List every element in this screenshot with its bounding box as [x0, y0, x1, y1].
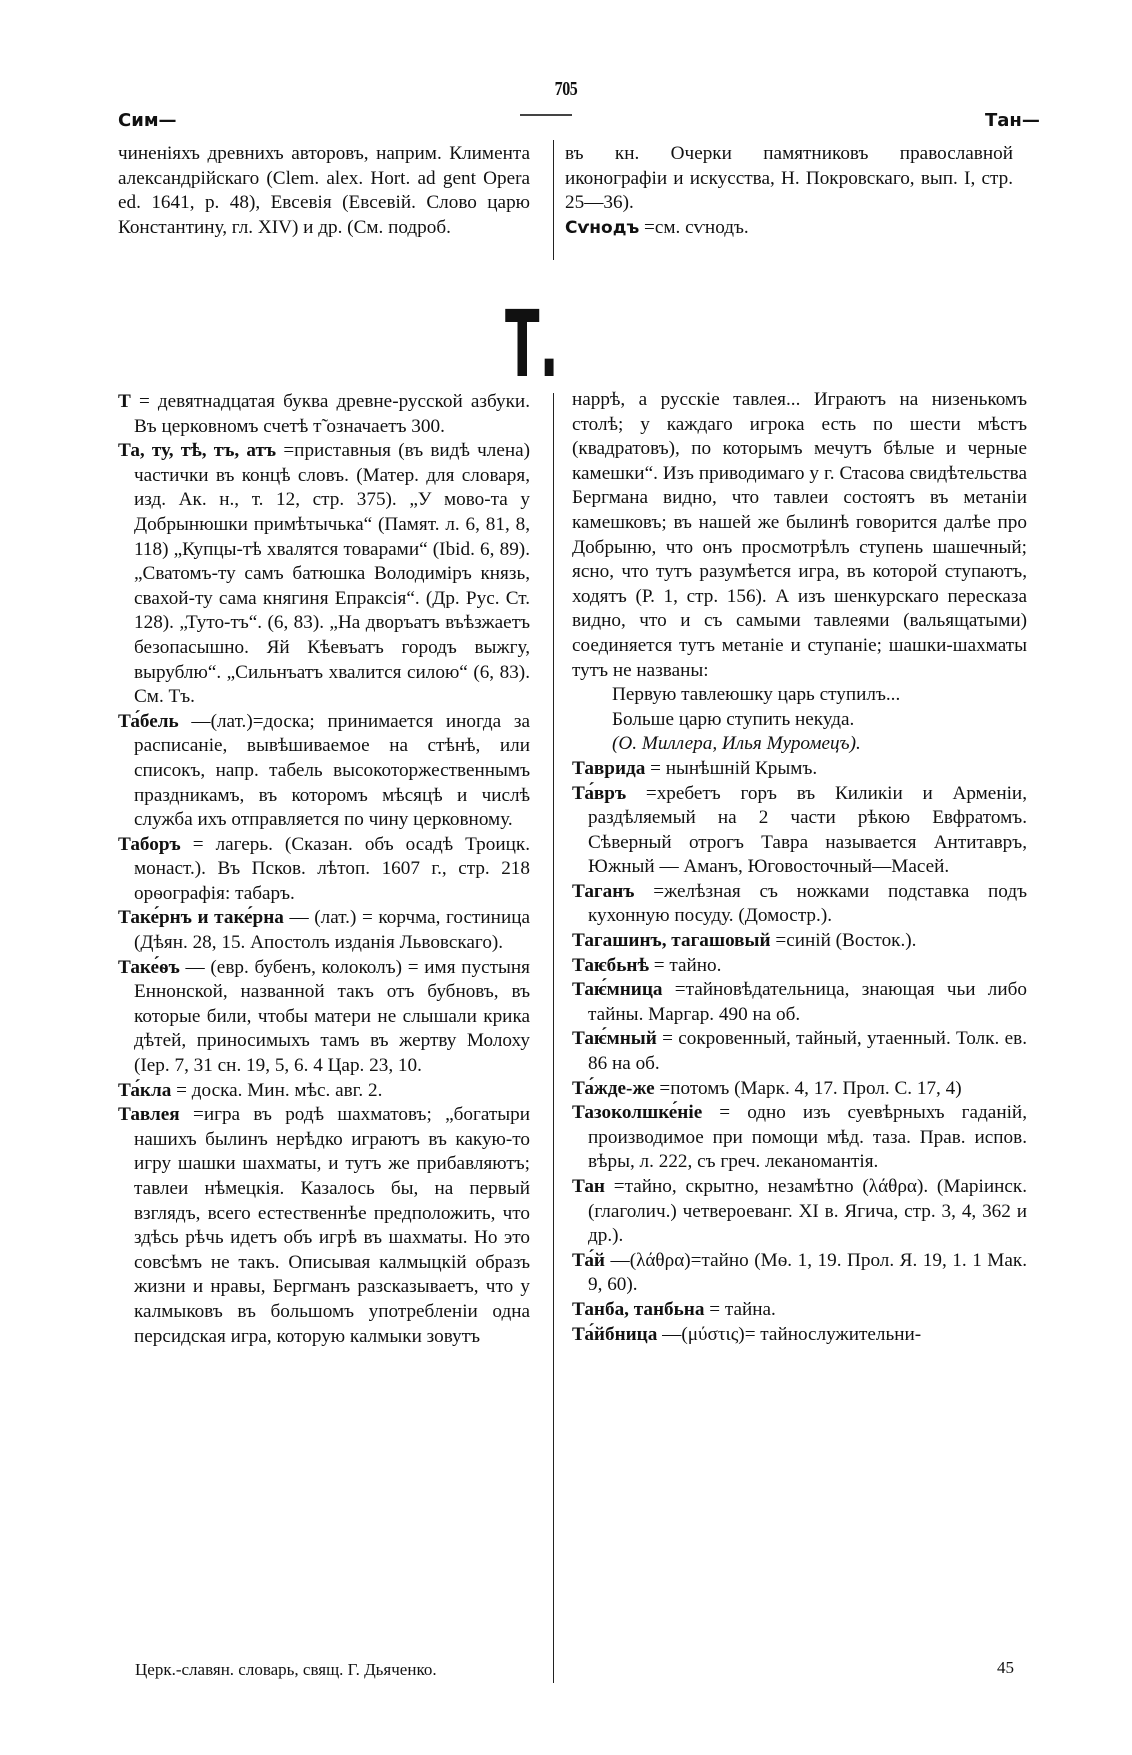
entry-definition: =игра въ родѣ шахматовъ; „богатыри нашихъ былинъ нерѣдко играютъ въ какую-то игру шашки шахматы, и тутъ же прибавляютъ; тавлеи нѣмецкія. Казалось бы, на первый взглядъ, всего естественнѣе предположить, что здѣсь рѣчь идетъ объ игрѣ въ шахматы. Но это совсѣмъ не такъ. Описывая калмыцкій образъ жизни и нравы, Бергманъ разсказываетъ, что у калмыковъ въ большомъ употребленіи одна персидская игра, которую калмыки зовутъ [134, 1104, 531, 1347]
entry-headword: Таѥ́мница [572, 979, 663, 1001]
signature-number: 45 [997, 1658, 1014, 1677]
continuation-text: въ кн. Очерки памятниковъ православной иконографіи и искусства, Н. Покровскаго, вып. I, стр. 25—36). [565, 143, 1013, 214]
entry-definition: = девятнадцатая буква древне-русской азбуки. Въ церковномъ счетѣ т̃ означаетъ 300. [134, 391, 530, 437]
dictionary-entry [572, 1027, 1027, 1076]
dictionary-entry [118, 906, 530, 955]
entry-headword: Сѵнодъ [565, 217, 640, 238]
entry-definition: = тайно. [653, 954, 722, 976]
dictionary-entry [118, 956, 530, 1079]
entry-definition: Первую тавлеюшку царь ступилъ... [612, 684, 901, 706]
dictionary-entry [572, 708, 1027, 733]
running-head-left: Сим— [118, 110, 177, 131]
left-column [118, 390, 530, 1349]
dictionary-entry [572, 757, 1027, 782]
entry-headword: Таке́рнъ и таке́рна [118, 907, 284, 929]
dictionary-entry [565, 216, 1013, 241]
entry-headword: Та́кла [118, 1079, 172, 1101]
column-divider [553, 393, 554, 1683]
entry-definition: — (евр. бубенъ, колоколъ) = имя пустыня Еннонской, названной такъ отъ бубновъ, въ которые били, чтобы матери не слышали крика дѣтей, приносимыхъ тамъ въ жертву Молоху (Іер. 7, 31 сн. 19, 5, 6. 4 Цар. 23, 10. [134, 956, 530, 1077]
dictionary-entry [572, 1175, 1027, 1249]
entry-headword: Таѥ́мный [572, 1028, 657, 1050]
dictionary-entry [572, 880, 1027, 929]
dictionary-entry [572, 782, 1027, 880]
section-letter: Т. [505, 291, 559, 398]
entry-definition: = сокровенный, тайный, утаенный. Толк. ев. 86 на об. [588, 1028, 1028, 1075]
dictionary-entry [572, 1298, 1027, 1323]
entry-headword: Та́йбница [572, 1323, 658, 1345]
continuation-text: чиненіяхъ древнихъ авторовъ, наприм. Климента александрійскаго (Clem. alex. Hort. ad gent Opera ed. 1641, p. 48), Евсевія (Евсевій. Слово царю Константину, гл. XIV) и др. (См. подроб. [118, 143, 530, 238]
entry-definition: —(лат.)=доска; принимается иногда за расписаніе, вывѣшиваемое на стѣнѣ, или списокъ, напр. табель высокоторжественнымъ праздникамъ, въ которомъ мѣсяцѣ и числѣ служба ихъ отправляется по чину церковному. [134, 710, 530, 831]
entry-definition: =потомъ (Марк. 4, 17. Прол. С. 17, 4) [659, 1077, 962, 1099]
dictionary-entry [118, 390, 530, 439]
entry-definition: наррѣ, а русскіе тавлея... Играютъ на низенькомъ столѣ; у каждаго игрока есть по шести мѣстъ (квадратовъ), по которымъ мечутъ бѣлые и черные камешки“. Изъ приводимаго у г. Стасова свидѣтельства Бергмана видно, что тавлеи состоятъ въ метаніи камешковъ; въ нашей же былинѣ говорится далѣе про Добрыню, что онъ просмотрѣлъ ступень шашечный; ясно, что тутъ разумѣется игра, въ которой ступаютъ, ходятъ (Р. 1, стр. 156). А изъ шенкурскаго пересказа видно, что и съ самыми тавлеями (вальящатыми) соединяется тутъ метаніе и ступаніе; шашки-шахматы тутъ не названы: [572, 389, 1027, 681]
entry-definition: — (лат.) = корчма, гостиница (Дѣян. 28, 15. Апостолъ изданія Львовскаго). [134, 907, 530, 954]
dictionary-entry [118, 833, 530, 907]
entry-definition: Больше царю ступить некуда. [612, 708, 855, 730]
entry-definition: —(λάθρα)=тайно (Мѳ. 1, 19. Прол. Я. 19, 1. 1 Мак. 9, 60). [588, 1249, 1027, 1296]
page-number-ornament [520, 114, 572, 116]
dictionary-entry [572, 1077, 1027, 1102]
dictionary-entry [572, 1101, 1027, 1175]
entry-definition: = нынѣшній Крымъ. [650, 757, 818, 779]
dictionary-entry [572, 978, 1027, 1027]
entry-definition: =хребетъ горъ въ Киликіи и Арменіи, раздѣляемый на 2 части рѣкою Евфратомъ. Сѣверный отрогъ Тавра называется Антитавръ, Южный — Аманъ, Юговосточный—Масей. [588, 782, 1027, 878]
right-column [572, 388, 1027, 1347]
entry-definition: =тайновѣдательница, знающая чьи либо тайны. Маргар. 490 на об. [588, 979, 1027, 1025]
dictionary-entry [572, 683, 1027, 708]
entry-definition: = тайна. [709, 1298, 776, 1320]
entry-headword: Таврида [572, 757, 646, 779]
dictionary-entry [572, 929, 1027, 954]
top-left-continuation [118, 142, 530, 240]
column-divider-top [553, 140, 554, 260]
entry-headword: Та́жде-же [572, 1077, 655, 1099]
entry-headword: Та́бель [118, 710, 179, 732]
entry-headword: Таганъ [572, 880, 635, 902]
entry-headword: Тазоколшке́ніе [572, 1102, 703, 1124]
dictionary-entry [118, 1103, 530, 1349]
entry-headword: Тагашинъ, тагашовый [572, 930, 771, 952]
entry-definition: = одно изъ суевѣрныхъ гаданій, производимое при помощи мѣд. таза. Прав. испов. вѣры, л. 222, съ греч. леканомантія. [588, 1102, 1027, 1173]
entry-definition: =приставныя (въ видѣ члена) частички въ концѣ словъ. (Матер. для словаря, изд. Ак. н., т. 12, стр. 375). „У мово-та у Добрынюшки примѣтычька“ (Памят. л. 6, 81, 8, 118) „Купцы-тѣ хвалятся товарами“ (Ibid. 6, 89). „Сватомъ-ту самъ батюшка Володиміръ князь, свахой-ту сама княгиня Епраксія“. (Др. Рус. Ст. 128). „Туто-тъ“. (6, 83). „На дворъатъ въѣзжаетъ безопасышно. Яй Кѣевъатъ городъ выжгу, вырублю“. „Сильнъатъ хвалится силою“ (6, 83). См. Тъ. [134, 440, 531, 708]
entry-definition: —(μύστις)= тайнослужительни- [662, 1323, 922, 1345]
entry-headword: Таке́ѳъ [118, 956, 180, 978]
dictionary-entry [572, 732, 1027, 757]
entry-headword: Тавлея [118, 1104, 180, 1126]
entry-headword: Та, ту, тѣ, тъ, атъ [118, 440, 277, 462]
entry-headword: Та́връ [572, 782, 627, 804]
dictionary-entry [572, 1323, 1027, 1348]
footer-signature: Церк.-славян. словарь, свящ. Г. Дьяченко. [135, 1660, 437, 1679]
entry-headword: Т [118, 391, 131, 412]
entry-definition: =синій (Восток.). [775, 930, 917, 952]
entry-definition: =см. сѵнодъ. [644, 216, 749, 238]
entry-headword: Таѥбьнѣ [572, 954, 649, 976]
entry-definition: = доска. Мин. мѣс. авг. 2. [176, 1079, 383, 1101]
entry-headword: Танба, танбьна [572, 1298, 705, 1320]
entry-definition: =желѣзная съ ножками подставка подъ кухонную посуду. (Домостр.). [588, 880, 1028, 927]
top-right-continuation [565, 142, 1013, 240]
dictionary-entry [572, 954, 1027, 979]
dictionary-entry [118, 1079, 530, 1104]
entry-headword: Таборъ [118, 833, 181, 855]
entry-headword: Та́й [572, 1249, 605, 1271]
running-head-right: Тан— [985, 110, 1040, 131]
dictionary-entry [572, 388, 1027, 683]
dictionary-entry [118, 710, 530, 833]
dictionary-entry [118, 439, 530, 710]
entry-definition: =тайно, скрытно, незамѣтно (λάθρα). (Маріинск. (глаголич.) четвероеванг. XI в. Ягича, стр. 3, 4, 362 и др.). [588, 1176, 1027, 1247]
page-number: 705 [554, 78, 578, 100]
entry-headword: Тан [572, 1176, 605, 1197]
dictionary-entry [572, 1249, 1027, 1298]
entry-definition: (О. Миллера, Илья Муромецъ). [612, 733, 861, 755]
entry-definition: = лагерь. (Сказан. объ осадѣ Троицк. монаст.). Въ Псков. лѣтоп. 1607 г., стр. 218 орѳографія: табаръ. [134, 833, 531, 904]
